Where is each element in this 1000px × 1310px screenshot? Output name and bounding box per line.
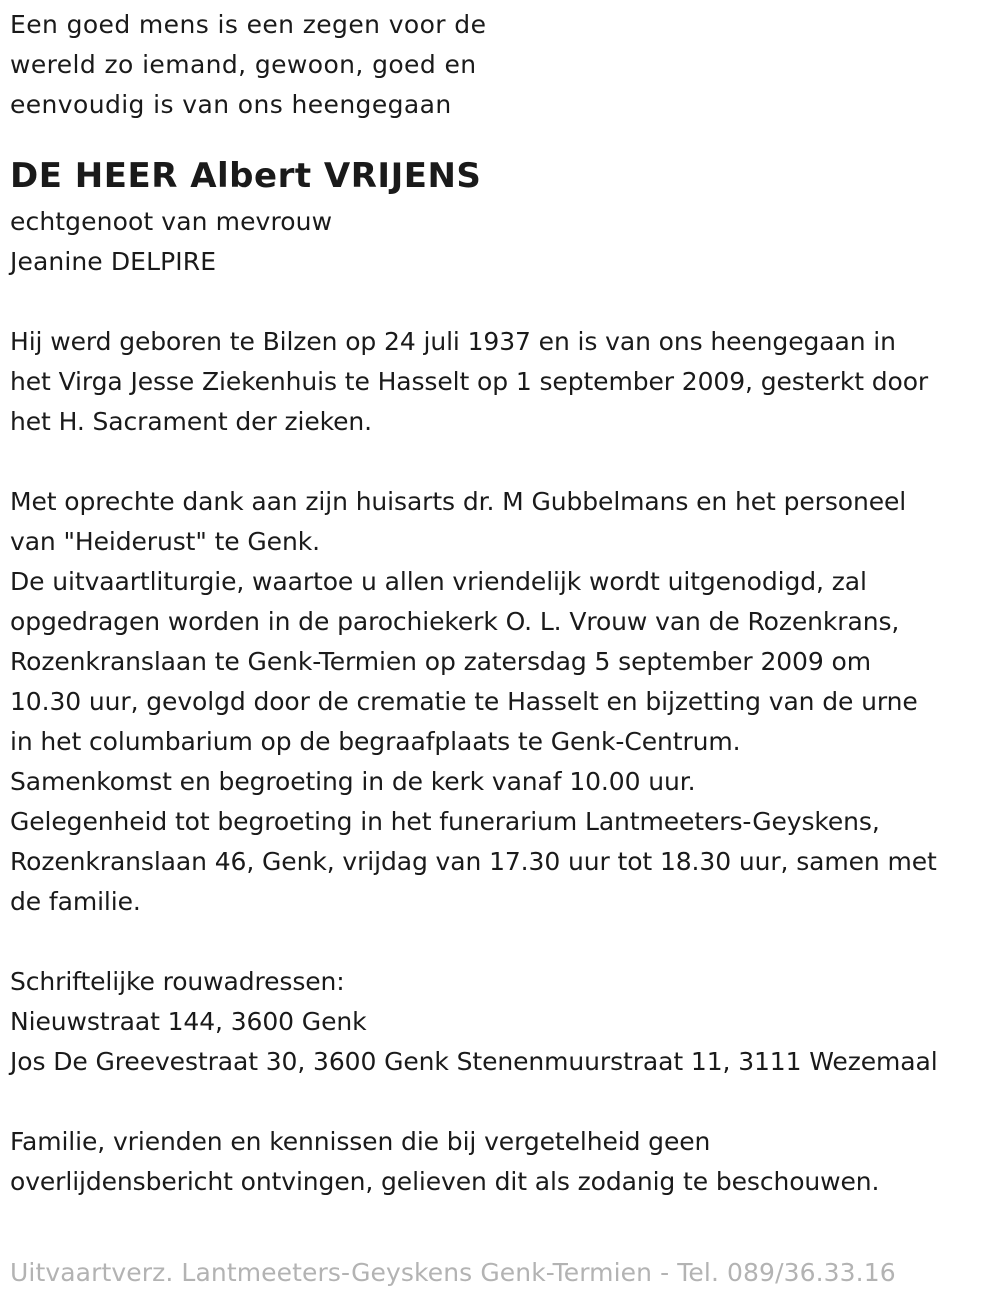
paragraph-line: overlijdensbericht ontvingen, gelieven dit als zodanig te beschouwen. <box>10 1167 880 1196</box>
paragraph-line: in het columbarium op de begraafplaats te Genk-Centrum. <box>10 727 741 756</box>
intro-line: eenvoudig is van ons heengegaan <box>10 90 452 119</box>
paragraph-line: het H. Sacrament der zieken. <box>10 407 372 436</box>
ceremony-paragraph <box>10 482 995 922</box>
intro-verse <box>10 5 995 125</box>
intro-line: wereld zo iemand, gewoon, goed en <box>10 50 477 79</box>
paragraph-line: Hij werd geboren te Bilzen op 24 juli 1937 en is van ons heengegaan in <box>10 327 896 356</box>
intro-line: Een goed mens is een zegen voor de <box>10 10 487 39</box>
paragraph-line: van "Heiderust" te Genk. <box>10 527 320 556</box>
paragraph-line: 10.30 uur, gevolgd door de crematie te Hasselt en bijzetting van de urne <box>10 687 918 716</box>
paragraph-line: Met oprechte dank aan zijn huisarts dr. M Gubbelmans en het personeel <box>10 487 907 516</box>
paragraph-line: Gelegenheid tot begroeting in het funerarium Lantmeeters-Geyskens, <box>10 807 880 836</box>
paragraph-line: het Virga Jesse Ziekenhuis te Hasselt op 1 september 2009, gesterkt door <box>10 367 929 396</box>
condolence-addresses <box>10 962 995 1082</box>
spouse-line: echtgenoot van mevrouw <box>10 207 333 236</box>
paragraph-line: de familie. <box>10 887 141 916</box>
paragraph-line: Rozenkranslaan 46, Genk, vrijdag van 17.30 uur tot 18.30 uur, samen met <box>10 847 937 876</box>
paragraph-line: Familie, vrienden en kennissen die bij vergetelheid geen <box>10 1127 711 1156</box>
paragraph-line: Rozenkranslaan te Genk-Termien op zatersdag 5 september 2009 om <box>10 647 871 676</box>
paragraph-line: De uitvaartliturgie, waartoe u allen vriendelijk wordt uitgenodigd, zal <box>10 567 867 596</box>
birth-paragraph <box>10 322 995 442</box>
closing-paragraph <box>10 1122 995 1202</box>
spouse-line: Jeanine DELPIRE <box>10 247 217 276</box>
paragraph-line: opgedragen worden in de parochiekerk O. L. Vrouw van de Rozenkrans, <box>10 607 900 636</box>
paragraph-line: Samenkomst en begroeting in de kerk vanaf 10.00 uur. <box>10 767 696 796</box>
obituary-notice <box>10 5 995 1202</box>
deceased-name: DE HEER Albert VRIJENS <box>10 156 482 196</box>
address-line: Nieuwstraat 144, 3600 Genk <box>10 1007 367 1036</box>
funeral-home-footer: Uitvaartverz. Lantmeeters-Geyskens Genk-Termien - Tel. 089/36.33.16 <box>10 1258 896 1287</box>
address-line: Jos De Greevestraat 30, 3600 Genk Stenenmuurstraat 11, 3111 Wezemaal <box>10 1047 938 1076</box>
addresses-heading: Schriftelijke rouwadressen: <box>10 967 345 996</box>
